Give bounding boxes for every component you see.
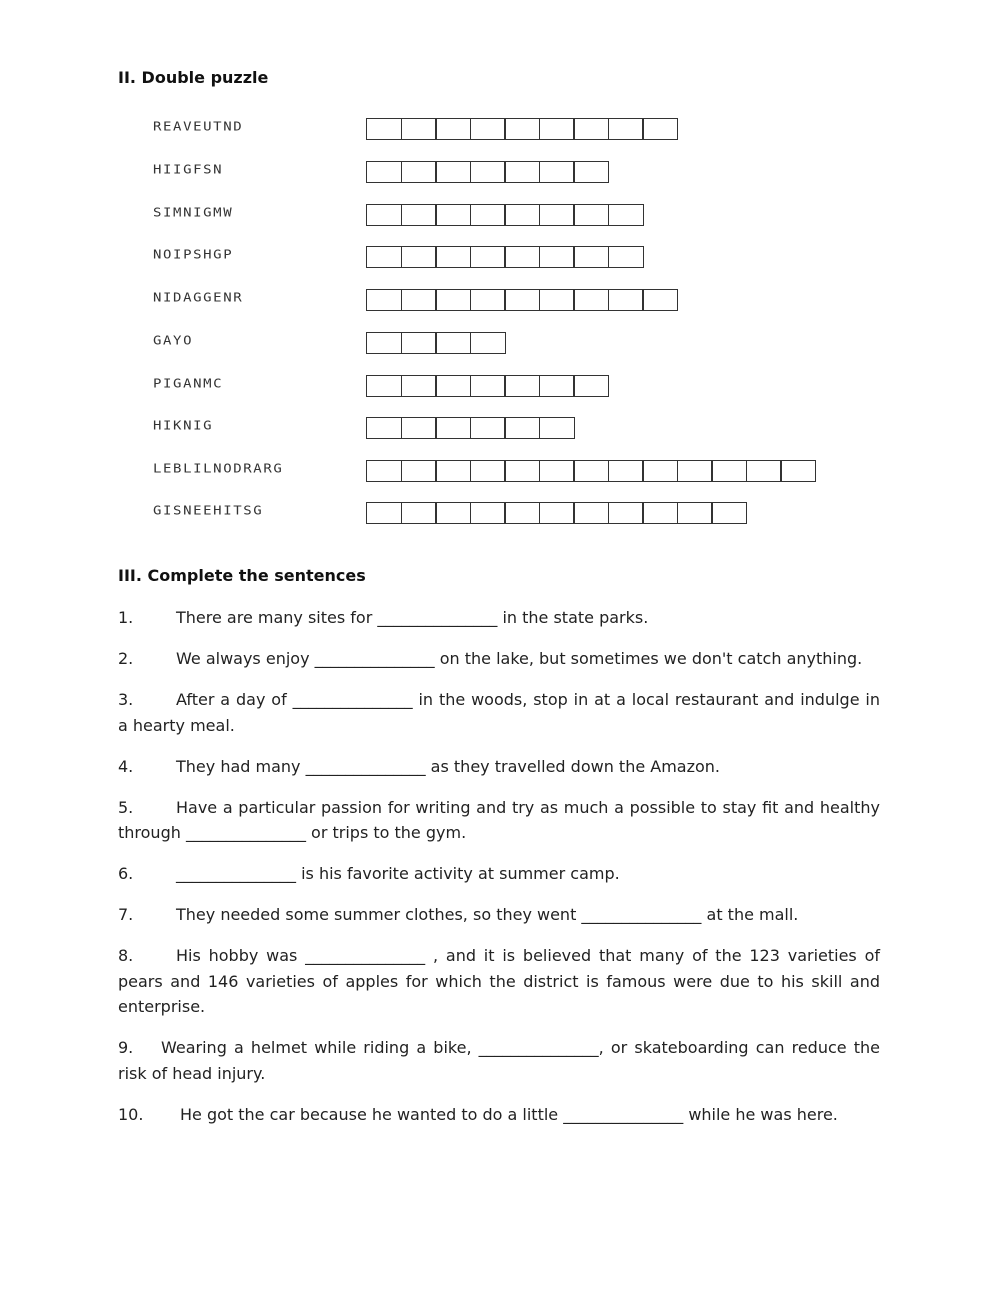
letter-box[interactable]: [539, 375, 575, 397]
letter-box[interactable]: [435, 502, 471, 524]
letter-box[interactable]: [573, 161, 609, 183]
sentence-list: [118, 605, 880, 1143]
letter-box[interactable]: [470, 460, 506, 482]
letter-box[interactable]: [677, 502, 713, 524]
letter-box[interactable]: [539, 460, 575, 482]
letter-box[interactable]: [539, 204, 575, 226]
scrambled-word: GISNEEHITSG: [153, 503, 264, 519]
answer-boxes: [366, 417, 573, 439]
letter-box[interactable]: [504, 204, 540, 226]
letter-box[interactable]: [504, 460, 540, 482]
answer-boxes: [366, 375, 608, 397]
sentence-number: 4.: [118, 756, 134, 776]
letter-box[interactable]: [366, 502, 402, 524]
sentence-text: _______________ is his favorite activity at summer camp.: [176, 864, 620, 883]
letter-box[interactable]: [470, 246, 506, 268]
letter-box[interactable]: [608, 246, 644, 268]
sentence-number: 3.: [118, 690, 134, 709]
sentence-item: [118, 943, 880, 1020]
scrambled-word: HIIGFSN: [153, 162, 224, 178]
letter-box[interactable]: [573, 118, 609, 140]
letter-box[interactable]: [573, 375, 609, 397]
sentence-text: Wearing a helmet while riding a bike, _______________, or skateboarding can reduce the risk of head injury.: [118, 1038, 880, 1083]
letter-box[interactable]: [401, 417, 437, 439]
letter-box[interactable]: [401, 375, 437, 397]
letter-box[interactable]: [401, 502, 437, 524]
letter-box[interactable]: [573, 246, 609, 268]
letter-box[interactable]: [435, 375, 471, 397]
letter-box[interactable]: [573, 204, 609, 226]
letter-box[interactable]: [677, 460, 713, 482]
scrambled-word: SIMNIGMW: [153, 205, 234, 221]
letter-box[interactable]: [711, 460, 747, 482]
scrambled-word: NIDAGGENR: [153, 290, 244, 306]
letter-box[interactable]: [401, 204, 437, 226]
letter-box[interactable]: [642, 460, 678, 482]
letter-box[interactable]: [539, 246, 575, 268]
sentence-item: [118, 646, 880, 672]
letter-box[interactable]: [366, 460, 402, 482]
sentence-number: 9.: [118, 1038, 134, 1057]
sentence-number: 10.: [118, 1104, 144, 1124]
letter-box[interactable]: [573, 502, 609, 524]
scrambled-word: LEBLILNODRARG: [153, 461, 284, 477]
sentence-item: [118, 1035, 880, 1086]
letter-box[interactable]: [366, 289, 402, 311]
scrambled-word: REAVEUTND: [153, 119, 244, 135]
letter-box[interactable]: [470, 289, 506, 311]
letter-box[interactable]: [504, 161, 540, 183]
sentence-item: [118, 754, 880, 780]
letter-box[interactable]: [642, 502, 678, 524]
letter-box[interactable]: [435, 332, 471, 354]
letter-box[interactable]: [608, 502, 644, 524]
letter-box[interactable]: [573, 289, 609, 311]
letter-box[interactable]: [470, 204, 506, 226]
letter-box[interactable]: [435, 289, 471, 311]
letter-box[interactable]: [435, 417, 471, 439]
letter-box[interactable]: [470, 417, 506, 439]
letter-box[interactable]: [435, 161, 471, 183]
sentence-item: [118, 1102, 880, 1128]
letter-box[interactable]: [470, 118, 506, 140]
sentence-text: There are many sites for _______________ in the state parks.: [176, 608, 649, 627]
sentence-item: [118, 795, 880, 846]
letter-box[interactable]: [539, 118, 575, 140]
sentence-number: 1.: [118, 608, 134, 627]
sentence-text: They needed some summer clothes, so they went _______________ at the mall.: [176, 905, 799, 924]
letter-box[interactable]: [539, 289, 575, 311]
letter-box[interactable]: [608, 118, 644, 140]
letter-box[interactable]: [539, 161, 575, 183]
letter-box[interactable]: [746, 460, 782, 482]
letter-box[interactable]: [366, 332, 402, 354]
answer-boxes: [366, 161, 608, 183]
sentence-number: 5.: [118, 797, 134, 817]
letter-box[interactable]: [504, 375, 540, 397]
letter-box[interactable]: [470, 161, 506, 183]
letter-box[interactable]: [401, 332, 437, 354]
sentence-item: [118, 687, 880, 738]
letter-box[interactable]: [435, 204, 471, 226]
scrambled-word: NOIPSHGP: [153, 247, 234, 263]
letter-box[interactable]: [608, 460, 644, 482]
answer-boxes: [366, 332, 504, 354]
letter-box[interactable]: [504, 118, 540, 140]
sentence-text: They had many _______________ as they travelled down the Amazon.: [176, 756, 721, 776]
sentence-text: His hobby was _______________ , and it is believed that many of the 123 varieties of pears and 146 varieties of apples for which the district is famous were due to his skill and enterprise.: [118, 946, 880, 1016]
letter-box[interactable]: [573, 460, 609, 482]
letter-box[interactable]: [435, 118, 471, 140]
letter-box[interactable]: [642, 118, 678, 140]
answer-boxes: [366, 289, 677, 311]
scrambled-word: GAYO: [153, 333, 194, 349]
letter-box[interactable]: [539, 502, 575, 524]
sentence-text: After a day of _______________ in the woods, stop in at a local restaurant and indulge in a hearty meal.: [118, 690, 880, 735]
letter-box[interactable]: [539, 417, 575, 439]
sentence-number: 2.: [118, 649, 134, 668]
letter-box[interactable]: [401, 161, 437, 183]
puzzle-heading: II. Double puzzle: [118, 68, 269, 87]
letter-box[interactable]: [401, 246, 437, 268]
sentence-number: 7.: [118, 905, 134, 924]
letter-box[interactable]: [608, 204, 644, 226]
letter-box[interactable]: [366, 375, 402, 397]
letter-box[interactable]: [608, 289, 644, 311]
sentence-item: [118, 605, 880, 631]
sentence-item: [118, 861, 880, 887]
letter-box[interactable]: [504, 289, 540, 311]
sentence-text: We always enjoy _______________ on the lake, but sometimes we don't catch anything.: [176, 649, 863, 668]
scrambled-word: PIGANMC: [153, 376, 224, 392]
letter-box[interactable]: [780, 460, 816, 482]
sentences-heading: III. Complete the sentences: [118, 566, 366, 585]
sentence-text: He got the car because he wanted to do a little _______________ while he was here.: [180, 1104, 838, 1124]
letter-box[interactable]: [366, 246, 402, 268]
letter-box[interactable]: [642, 289, 678, 311]
letter-box[interactable]: [435, 246, 471, 268]
sentence-item: [118, 902, 880, 928]
letter-box[interactable]: [366, 161, 402, 183]
sentence-text: Have a particular passion for writing and try as much a possible to stay fit and healthy through _______________ or trips to the gym.: [118, 797, 880, 842]
letter-box[interactable]: [470, 502, 506, 524]
letter-box[interactable]: [711, 502, 747, 524]
sentence-number: 8.: [118, 946, 134, 965]
letter-box[interactable]: [401, 460, 437, 482]
scrambled-word: HIKNIG: [153, 418, 214, 434]
letter-box[interactable]: [401, 118, 437, 140]
letter-box[interactable]: [504, 417, 540, 439]
answer-boxes: [366, 118, 677, 140]
letter-box[interactable]: [470, 375, 506, 397]
letter-box[interactable]: [504, 246, 540, 268]
answer-boxes: [366, 204, 642, 226]
answer-boxes: [366, 502, 746, 524]
letter-box[interactable]: [470, 332, 506, 354]
letter-box[interactable]: [366, 118, 402, 140]
letter-box[interactable]: [401, 289, 437, 311]
answer-boxes: [366, 246, 642, 268]
letter-box[interactable]: [366, 417, 402, 439]
answer-boxes: [366, 460, 815, 482]
letter-box[interactable]: [366, 204, 402, 226]
letter-box[interactable]: [435, 460, 471, 482]
sentence-number: 6.: [118, 864, 134, 883]
letter-box[interactable]: [504, 502, 540, 524]
